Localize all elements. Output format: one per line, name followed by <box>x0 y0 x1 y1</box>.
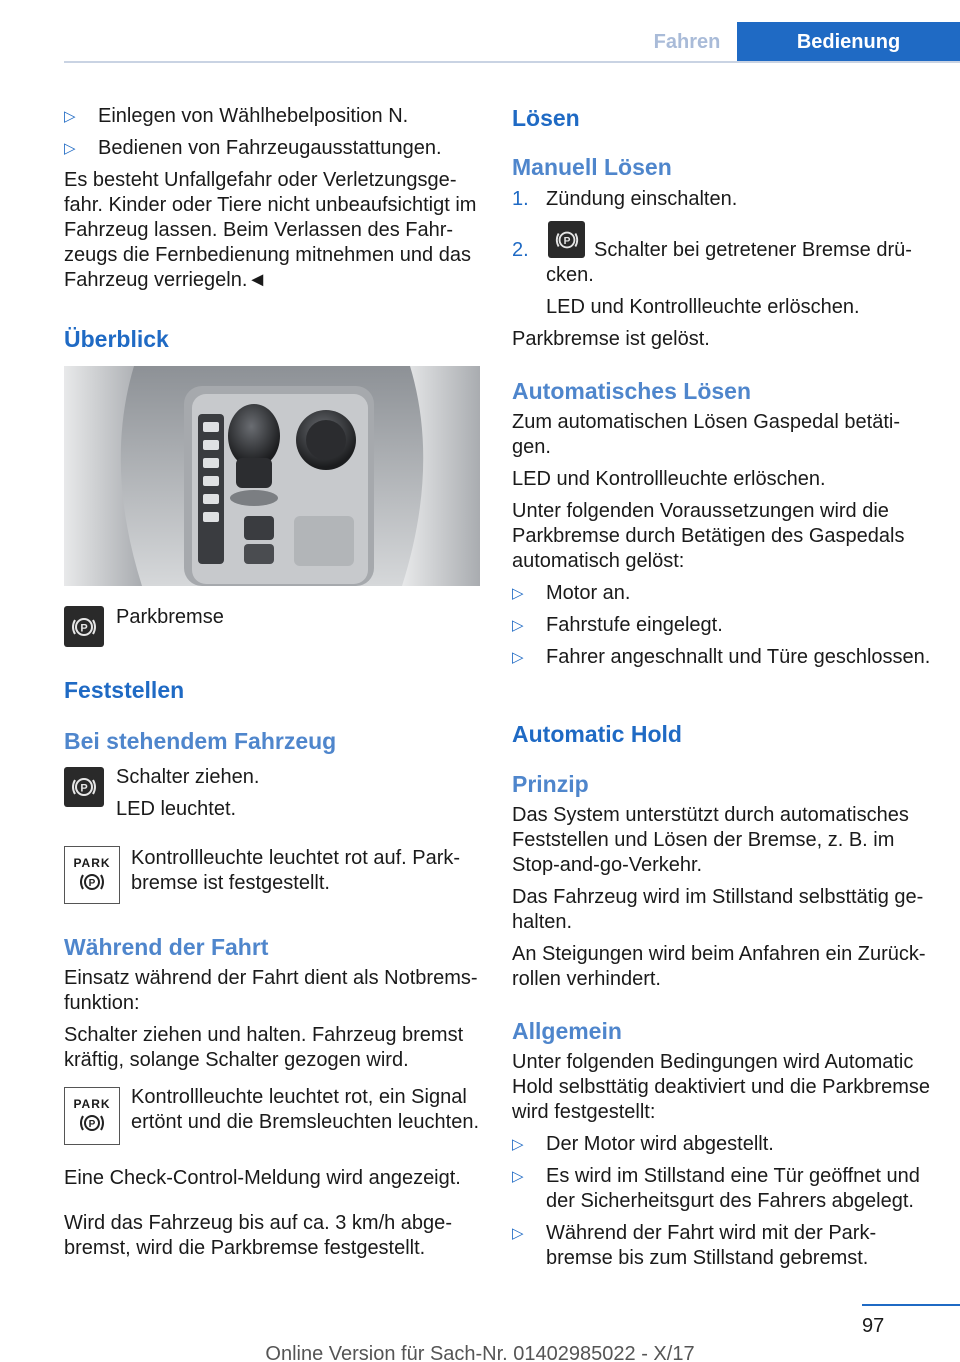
heading-feststellen: Feststellen <box>64 677 185 703</box>
step-2-sub: LED und Kontrollleuchte erlöschen. <box>546 296 860 318</box>
list-item: ▷ Fahrer angeschnallt und Türe geschlossen. <box>512 646 931 668</box>
auto-led-text: LED und Kontrollleuchte erlöschen. <box>512 468 826 490</box>
heading-prinzip: Prinzip <box>512 771 589 797</box>
left-bullet-list <box>64 104 480 168</box>
heading-waehrend: Während der Fahrt <box>64 934 269 960</box>
schalter-halten-text: Schalter ziehen und halten. Fahrzeug bremst kräftig, solange Schalter gezogen wird. <box>64 1024 464 1071</box>
bullet-icon: ▷ <box>512 617 524 634</box>
step-list <box>512 187 932 219</box>
park-warning-light-icon <box>64 1087 120 1145</box>
einsatz-text: Einsatz während der Fahrt dient als Notbremsfunktion: <box>64 967 478 1014</box>
console-photo <box>64 366 480 586</box>
allgemein-text: Unter folgenden Bedingungen wird Automatic Hold selbsttätig deaktiviert und die Parkbremse wird festgestellt: <box>512 1051 930 1123</box>
svg-text:P: P <box>563 235 570 247</box>
abgebremst-text: Wird das Fahrzeug bis auf ca. 3 km/h abgebremst, wird die Parkbremse festgestellt. <box>64 1212 452 1259</box>
bullet-icon: ▷ <box>64 108 76 125</box>
svg-text:P: P <box>88 878 96 889</box>
parkbremse-label: Parkbremse <box>116 606 224 628</box>
kontrollleuchte-text-1: Kontrollleuchte leuchtet rot auf. Parkbremse ist festgestellt. <box>131 847 461 894</box>
kontrollleuchte-text-2: Kontrollleuchte leuchtet rot, ein Signal ertönt und die Bremsleuchten leuchten. <box>131 1086 479 1133</box>
bullet-list-2 <box>512 1132 932 1278</box>
list-item: ▷ Während der Fahrt wird mit der Parkbremse bis zum Stillstand gebremst. <box>512 1222 877 1269</box>
heading-allgemein: Allgemein <box>512 1018 622 1044</box>
heading-auto-loesen: Automatisches Lösen <box>512 378 751 404</box>
geloest-text: Parkbremse ist gelöst. <box>512 328 710 350</box>
header-rule <box>64 61 960 63</box>
heading-automatic-hold: Automatic Hold <box>512 721 682 747</box>
voraussetzungen-text: Unter folgenden Voraussetzungen wird die Parkbremse durch Betätigen des Gaspedals automatisch gelöst: <box>512 500 905 572</box>
park-text: PARK <box>73 856 111 870</box>
prinzip-text: Das System unterstützt durch automatisches Feststellen und Lösen der Bremse, z. B. im Stop-and-go-Verkehr. <box>512 804 909 876</box>
svg-text:P: P <box>80 622 88 634</box>
bullet-icon: ▷ <box>512 1225 524 1242</box>
parking-brake-switch-icon <box>64 606 104 647</box>
svg-text:P: P <box>80 782 88 795</box>
bullet-icon: ▷ <box>512 1168 524 1185</box>
list-item: ▷ Bedienen von Fahrzeugausstattungen. <box>64 137 442 159</box>
heading-loesen: Lösen <box>512 105 580 131</box>
park-warning-light-icon <box>64 846 120 904</box>
check-control-text: Eine Check-Control-Meldung wird angezeigt. <box>64 1167 461 1189</box>
stillstand-text: Das Fahrzeug wird im Stillstand selbsttätig gehalten. <box>512 886 924 933</box>
auto-loesen-text: Zum automatischen Lösen Gaspedal betätigen. <box>512 411 901 458</box>
bullet-icon: ▷ <box>512 649 524 666</box>
svg-text:P: P <box>88 1119 96 1130</box>
online-version-text: Online Version für Sach-Nr. 01402985022 - X/17 <box>265 1343 695 1362</box>
heading-manuell: Manuell Lösen <box>512 154 672 180</box>
steigung-text: An Steigungen wird beim Anfahren ein Zurückrollen verhindert. <box>512 943 926 990</box>
header-tab-bedienung[interactable]: Bedienung <box>737 22 960 63</box>
page-number: 97 <box>862 1315 885 1337</box>
bullet-icon: ▷ <box>64 140 76 157</box>
step-2: 2. P Schalter bei getretener Bremse drücken. <box>512 221 932 301</box>
bullet-icon: ▷ <box>512 585 524 602</box>
step-2-text: Schalter bei getretener Bremse drücken. <box>546 239 912 286</box>
bullet-icon: ▷ <box>512 1136 524 1153</box>
heading-ueberblick: Überblick <box>64 326 169 352</box>
heading-bei-stehendem: Bei stehendem Fahrzeug <box>64 728 337 754</box>
bullet-list-1 <box>512 581 932 677</box>
list-item: ▷ Motor an. <box>512 582 631 604</box>
list-item: ▷ Einlegen von Wählhebelposition N. <box>64 105 409 127</box>
park-text: PARK <box>73 1097 111 1111</box>
list-item: ▷ Der Motor wird abgestellt. <box>512 1133 774 1155</box>
header-tab-fahren[interactable]: Fahren <box>653 31 721 53</box>
list-item: ▷ Fahrstufe eingelegt. <box>512 614 723 636</box>
led-leuchtet-text: LED leuchtet. <box>116 798 237 820</box>
footer-rule <box>862 1304 960 1306</box>
list-item: ▷ Es wird im Stillstand eine Tür geöffnet und der Sicherheitsgurt des Fahrers abgelegt. <box>512 1165 920 1212</box>
parking-brake-switch-icon <box>64 767 104 807</box>
warning-text: Es besteht Unfallgefahr oder Verletzungsgefahr. Kinder oder Tiere nicht unbeaufsichtigt im Fahrzeug lassen. Beim Verlassen des Fahrzeugs die Fernbedienung mitnehmen und das Fahrzeug verriegeln.◄ <box>64 169 477 291</box>
list-item: 1. Zündung einschalten. <box>512 188 738 210</box>
schalter-ziehen-text: Schalter ziehen. <box>116 766 260 788</box>
